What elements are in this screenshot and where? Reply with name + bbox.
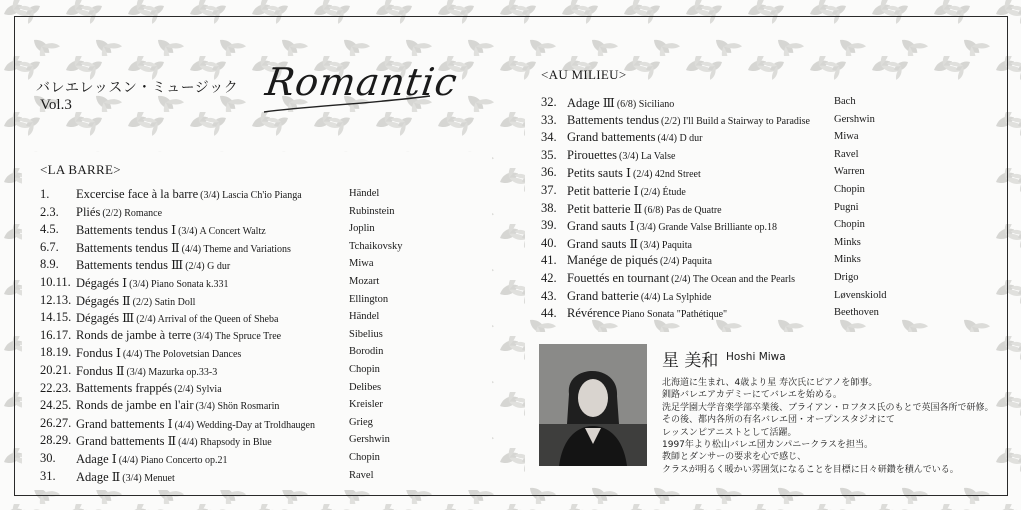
track-row xyxy=(0,183,1000,201)
portrait-silhouette-icon xyxy=(539,344,647,466)
time-signature-and-piece: (2/2) Romance xyxy=(102,207,163,219)
track-exercise xyxy=(567,148,675,163)
track-number: 16.17. xyxy=(40,327,72,342)
time-signature-and-piece: (2/4) Sylvia xyxy=(174,383,222,395)
composer-name: Sibelius xyxy=(349,328,383,340)
composer-name: Chopin xyxy=(349,452,380,463)
track-number: 18.19. xyxy=(40,345,72,360)
composer-name: Borodin xyxy=(349,346,384,358)
composer-name: Mozart xyxy=(349,276,380,287)
composer-name: Miwa xyxy=(349,258,374,270)
track-exercise xyxy=(567,306,727,321)
track-exercise xyxy=(567,289,711,304)
composer-name: Chopin xyxy=(349,364,380,375)
track-number: 39. xyxy=(541,218,557,233)
exercise-title: Manége de piqués xyxy=(567,253,658,268)
time-signature-and-piece: (3/4) Mazurka op.33-3 xyxy=(126,367,218,378)
track-exercise xyxy=(567,236,692,252)
exercise-title: Dégagés Ⅱ xyxy=(76,293,131,308)
composer-name: Pugni xyxy=(834,201,859,213)
exercise-title: Grand batterie xyxy=(567,288,639,303)
time-signature-and-piece: (2/4) Étude xyxy=(640,187,686,198)
track-number: 41. xyxy=(541,253,557,268)
exercise-title: Adage Ⅲ xyxy=(567,96,615,110)
time-signature-and-piece: (3/4) Shön Rosmarin xyxy=(195,401,280,413)
exercise-title: Adage Ⅱ xyxy=(76,469,121,484)
track-number: 6.7. xyxy=(40,239,59,254)
time-signature-and-piece: (3/4) The Spruce Tree xyxy=(193,330,282,342)
time-signature-and-piece: (3/4) Lascia Ch'io Pianga xyxy=(200,190,302,201)
track-number: 22.23. xyxy=(40,380,72,395)
track-row xyxy=(0,95,1000,113)
time-signature-and-piece: (3/4) Grande Valse Brilliante op.18 xyxy=(636,222,778,234)
track-number: 26.27. xyxy=(40,415,72,430)
track-exercise xyxy=(76,433,272,449)
track-row xyxy=(0,218,1000,236)
exercise-title: Grand battements xyxy=(567,130,656,145)
composer-name: Grieg xyxy=(349,416,373,428)
time-signature-and-piece: (4/4) The Polovetsian Dances xyxy=(122,349,242,361)
bio-line: 1997年より松山バレエ団カンパニークラスを担当。 xyxy=(662,440,874,450)
pianist-photo xyxy=(539,344,647,466)
composer-name: Miwa xyxy=(834,131,859,143)
track-row xyxy=(0,345,1000,363)
time-signature-and-piece: (4/4) La Sylphide xyxy=(640,291,712,303)
exercise-title: Grand sauts Ⅰ xyxy=(567,219,635,234)
la-barre-heading: <LA BARRE> xyxy=(40,162,121,177)
track-number: 38. xyxy=(541,200,557,215)
track-row xyxy=(0,289,1000,307)
track-exercise xyxy=(567,218,777,234)
track-number: 37. xyxy=(541,183,557,197)
bio-line: 北海道に生まれ、4歳より星 寿次氏にピアノを師事。 xyxy=(662,378,878,388)
exercise-title: Excercise face à la barre xyxy=(76,187,199,201)
composer-name: Ravel xyxy=(349,469,374,481)
track-exercise xyxy=(76,469,175,485)
exercise-title: Adage Ⅰ xyxy=(76,452,117,466)
track-exercise xyxy=(567,95,674,111)
bio-line: 洗足学園大学音楽学部卒業後、ブライアン・ロフタス氏のもとで英国各所で研修。 xyxy=(662,402,994,413)
composer-name: Tchaikovsky xyxy=(349,240,403,252)
composer-name: Kreisler xyxy=(349,399,383,411)
composer-name: Minks xyxy=(834,236,861,248)
bio-line: 釧路バレエアカデミーにてバレエを始める。 xyxy=(662,390,842,401)
track-number: 36. xyxy=(541,165,557,180)
exercise-title: Battements tendus Ⅱ xyxy=(76,240,180,255)
track-number: 8.9. xyxy=(40,257,59,272)
track-number: 24.25. xyxy=(40,398,72,413)
track-number: 10.11. xyxy=(40,275,71,289)
track-number: 31. xyxy=(40,468,56,483)
exercise-title: Fondus Ⅱ xyxy=(76,364,125,378)
track-number: 35. xyxy=(541,147,557,162)
track-exercise xyxy=(76,328,281,343)
exercise-title: Fondus Ⅰ xyxy=(76,346,121,361)
composer-name: Bach xyxy=(834,96,856,107)
time-signature-and-piece: (3/4) Piano Sonata k.331 xyxy=(129,279,229,290)
time-signature-and-piece: (4/4) Rhapsody in Blue xyxy=(178,437,272,449)
jp-series-title: バレエレッスン・ミュージック xyxy=(36,80,239,96)
track-row xyxy=(0,328,1000,346)
time-signature-and-piece: (2/4) Arrival of the Queen of Sheba xyxy=(136,314,279,326)
track-number: 30. xyxy=(40,451,56,465)
time-signature-and-piece: (6/8) Pas de Quatre xyxy=(644,204,722,216)
bio-line: クラスが明るく暖かい雰囲気になることを目標に日々研鑽を積んでいる。 xyxy=(662,464,959,475)
pianist-name-jp: 星 美和 xyxy=(662,351,719,371)
track-number: 20.21. xyxy=(40,363,72,377)
composer-name: Händel xyxy=(349,188,380,199)
composer-name: Løvenskiold xyxy=(834,289,887,301)
track-number: 44. xyxy=(541,306,557,321)
track-number: 32. xyxy=(541,95,557,109)
track-number: 43. xyxy=(541,288,557,303)
time-signature-and-piece: (3/4) La Valse xyxy=(619,150,676,162)
time-signature-and-piece: (4/4) Piano Concerto op.21 xyxy=(118,455,228,466)
exercise-title: Battements tendus Ⅲ xyxy=(76,258,184,273)
exercise-title: Petit batterie Ⅱ xyxy=(567,201,643,216)
track-exercise xyxy=(567,130,703,145)
bio-line: レッスンピアニストとして活躍。 xyxy=(662,427,797,438)
time-signature-and-piece: (3/4) Menuet xyxy=(122,472,175,484)
track-exercise xyxy=(567,271,795,286)
exercise-title: Battements frappés xyxy=(76,380,173,395)
composer-name: Gershwin xyxy=(834,113,875,125)
track-row xyxy=(0,271,1000,289)
time-signature-and-piece: (2/4) 42nd Street xyxy=(632,169,701,181)
exercise-title: Grand battements Ⅱ xyxy=(76,434,177,449)
time-signature-and-piece: (2/4) Paquita xyxy=(659,256,712,268)
track-row xyxy=(0,148,1000,166)
track-number: 12.13. xyxy=(40,292,72,307)
track-exercise xyxy=(567,113,810,128)
time-signature-and-piece: (3/4) Paquita xyxy=(639,239,692,251)
track-number: 28.29. xyxy=(40,433,72,448)
track-number: 14.15. xyxy=(40,310,72,325)
time-signature-and-piece: (4/4) D dur xyxy=(657,133,703,145)
track-row xyxy=(0,253,1000,271)
bio-line: その後、都内各所の有名バレエ団・オープンスタジオにて xyxy=(662,415,895,426)
track-number: 4.5. xyxy=(40,222,59,237)
time-signature-and-piece: (6/8) Siciliano xyxy=(616,99,675,110)
track-exercise xyxy=(567,165,701,181)
composer-name: Joplin xyxy=(349,223,375,235)
time-signature-and-piece: (2/2) Satin Doll xyxy=(132,296,196,308)
track-row xyxy=(0,201,1000,219)
composer-name: Delibes xyxy=(349,381,382,393)
composer-name: Minks xyxy=(834,254,861,266)
exercise-title: Pirouettes xyxy=(567,147,617,162)
exercise-title: Ronds de jambe en l'air xyxy=(76,398,194,413)
time-signature-and-piece: (3/4) A Concert Waltz xyxy=(178,226,266,238)
track-number: 2.3. xyxy=(40,204,59,219)
time-signature-and-piece: (2/4) The Ocean and the Pearls xyxy=(671,274,796,285)
volume-label: Vol.3 xyxy=(40,97,72,113)
exercise-title: Révérence xyxy=(567,306,620,321)
track-exercise xyxy=(76,416,315,432)
time-signature-and-piece: (2/2) I'll Build a Stairway to Paradise xyxy=(661,115,810,127)
composer-name: Chopin xyxy=(834,184,865,195)
track-row xyxy=(0,113,1000,131)
exercise-title: Ronds de jambe à terre xyxy=(76,327,192,342)
romantic-logo: Romantic xyxy=(258,60,438,120)
exercise-title: Petit batterie Ⅰ xyxy=(567,184,639,198)
exercise-title: Dégagés Ⅲ xyxy=(76,311,135,326)
exercise-title: Fouettés en tournant xyxy=(567,271,670,285)
exercise-title: Grand battements Ⅰ xyxy=(76,416,173,431)
time-signature-and-piece: (4/4) Wedding-Day at Troldhaugen xyxy=(174,419,315,431)
track-number: 1. xyxy=(40,187,50,201)
exercise-title: Grand sauts Ⅱ xyxy=(567,236,638,251)
track-row xyxy=(0,130,1000,148)
time-signature-and-piece: (4/4) Theme and Variations xyxy=(181,243,291,255)
track-row xyxy=(0,306,1000,324)
track-exercise xyxy=(76,398,279,413)
au-milieu-heading: <AU MILIEU> xyxy=(541,67,627,82)
exercise-title: Petits sauts Ⅰ xyxy=(567,166,631,181)
composer-name: Warren xyxy=(834,166,865,178)
track-exercise xyxy=(76,345,241,361)
composer-name: Beethoven xyxy=(834,307,879,319)
exercise-title: Battements tendus xyxy=(567,112,659,127)
bio-line: 教師とダンサーの要求を心で感じ、 xyxy=(662,452,807,463)
track-exercise xyxy=(567,253,712,268)
composer-name: Ravel xyxy=(834,148,859,160)
track-exercise xyxy=(76,381,222,396)
track-exercise xyxy=(567,183,686,199)
exercise-title: Dégagés Ⅰ xyxy=(76,276,128,290)
time-signature-and-piece: (2/4) G dur xyxy=(185,261,231,273)
composer-name: Drigo xyxy=(834,272,859,283)
track-number: 42. xyxy=(541,271,557,285)
composer-name: Ellington xyxy=(349,293,389,305)
track-exercise xyxy=(76,363,217,379)
composer-name: Händel xyxy=(349,311,380,323)
composer-name: Chopin xyxy=(834,219,865,231)
exercise-title: Pliés xyxy=(76,204,101,219)
au-milieu-track-list xyxy=(0,95,1000,325)
exercise-title: Battements tendus Ⅰ xyxy=(76,223,177,238)
track-exercise xyxy=(567,201,722,217)
track-number: 40. xyxy=(541,235,557,250)
pianist-name-en: Hoshi Miwa xyxy=(726,351,786,363)
track-number: 33. xyxy=(541,112,557,127)
track-number: 34. xyxy=(541,130,557,145)
composer-name: Gershwin xyxy=(349,434,390,446)
composer-name: Rubinstein xyxy=(349,205,395,217)
time-signature-and-piece: Piano Sonata "Pathétique" xyxy=(621,309,728,321)
track-row xyxy=(0,165,1000,183)
track-row xyxy=(0,236,1000,254)
track-exercise xyxy=(76,451,228,467)
